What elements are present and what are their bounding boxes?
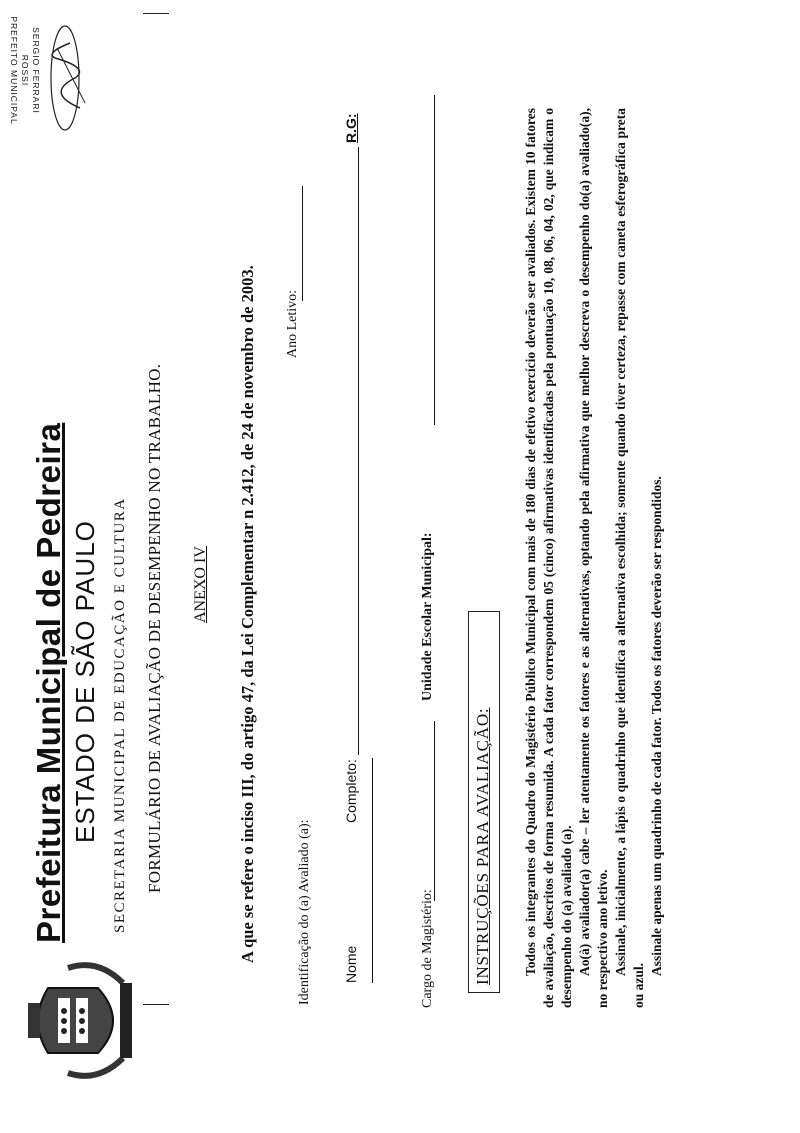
instruction-paragraph: Assinale, inicialmente, a lápis o quadrinho que identifica a alternativa escolhida; somente quando tiver certeza, repasse com caneta esferográfica preta ou azul. bbox=[613, 108, 646, 1008]
instruction-paragraph: Ao(à) avaliador(a) cabe – ler atentamente os fatores e as alternativas, optando pela afirmativa que melhor descreva o desempenho do(a) avaliado(a), no respectivo ano letivo. bbox=[577, 108, 610, 1008]
instructions-title: INSTRUÇÕES PARA AVALIAÇÃO: bbox=[473, 707, 492, 985]
completo-label: Completo: bbox=[343, 759, 359, 823]
state-name: ESTADO DE SÃO PAULO bbox=[70, 520, 100, 843]
annex-label: ANEXO IV bbox=[192, 546, 209, 623]
cargo-field[interactable] bbox=[434, 721, 435, 901]
municipal-crest-icon bbox=[28, 958, 138, 1083]
instruction-paragraph: Todos os integrantes do Quadro do Magistério Público Municipal com mais de 180 dias de efetivo exercício deverão ser avaliados. Existem 10 fatores de avaliação, descritos de forma resumida. A cada fator correspondem 05 (cinco) afirmativas identificadas pela pontuação 10, 08, 06, 04, 02, que indicam o desempenho do (a) avaliado (a). bbox=[523, 108, 574, 1008]
ano-letivo-label: Ano Letivo: bbox=[285, 289, 300, 358]
legal-reference: A que se refere o inciso III, do artigo 47, da Lei Complementar n 2.412, de 24 de novembro de 2003. bbox=[238, 265, 257, 963]
cargo-label: Cargo de Magistério: bbox=[420, 889, 435, 1008]
rg-label: R.G: bbox=[343, 113, 359, 143]
municipality-title: Prefeitura Municipal de Pedreira bbox=[30, 422, 67, 943]
unidade-field[interactable] bbox=[434, 95, 435, 425]
nome-extra-line bbox=[372, 758, 373, 983]
form-title: FORMULÁRIO DE AVALIAÇÃO DE DESEMPENHO NO TRABALHO. bbox=[145, 363, 164, 893]
signature-scribble-icon bbox=[35, 23, 105, 133]
nome-label: Nome bbox=[343, 945, 359, 983]
instruction-paragraph: Assinale apenas um quadrinho de cada fator. Todos os fatores deverão ser respondidos. bbox=[649, 476, 664, 976]
stamp-name: SERGIO FERRARI ROSSI bbox=[20, 27, 41, 114]
ano-letivo-field[interactable] bbox=[302, 186, 303, 301]
nome-completo-field[interactable] bbox=[358, 147, 359, 755]
unidade-label: Unidade Escolar Municipal: bbox=[420, 532, 435, 701]
stamp-role: PREFEITO MUNICIPAL bbox=[9, 16, 19, 125]
secretaria-name: SECRETARIA MUNICIPAL DE EDUCAÇÃO E CULTURA bbox=[112, 497, 128, 933]
identification-label: Identificação do (a) Avaliado (a): bbox=[297, 819, 312, 1005]
